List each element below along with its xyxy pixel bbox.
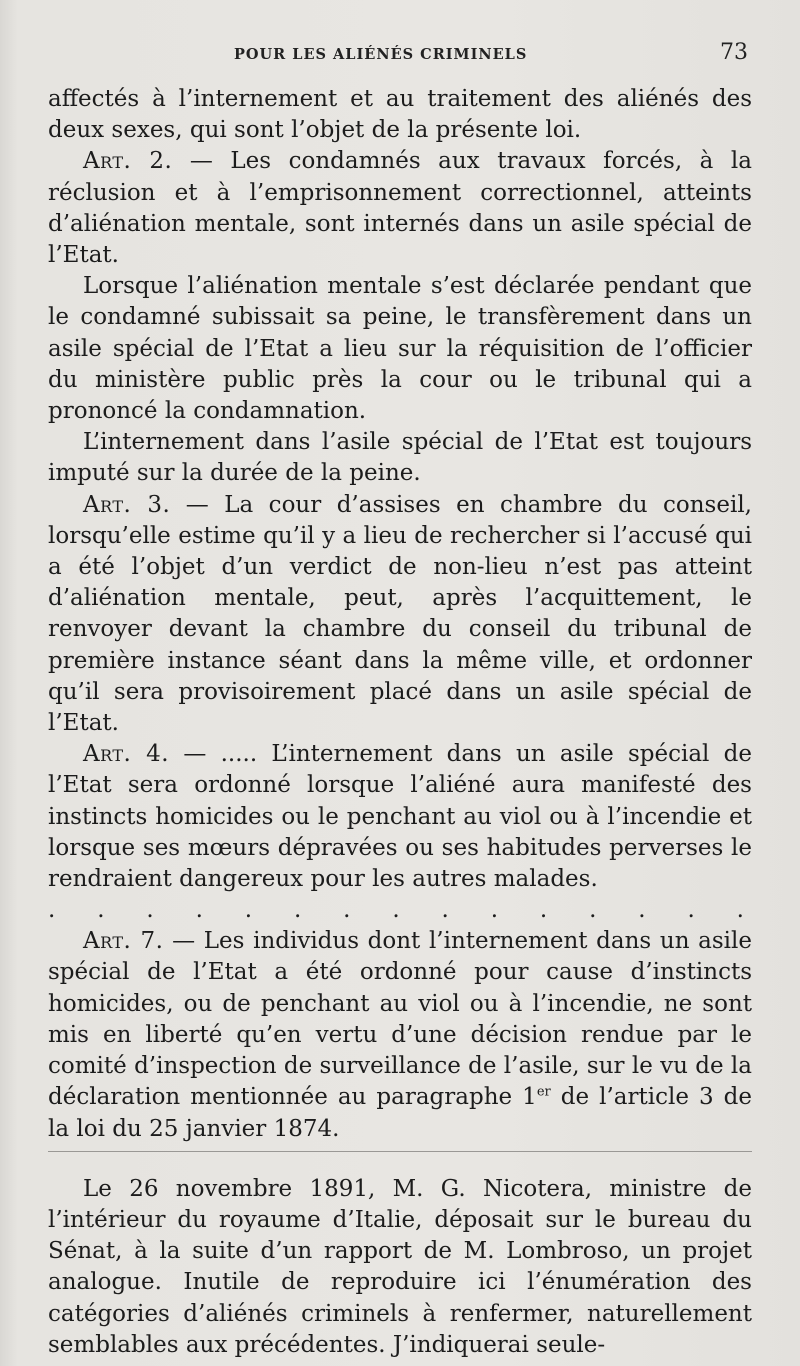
page-number: 73	[720, 40, 748, 65]
article-7	[48, 926, 752, 1144]
paragraph-italy-project: Le 26 novembre 1891, M. G. Nicotera, ministre de l’intérieur du royaume d’Italie, déposait sur le bureau du Sénat, à la suite d’un rapport de M. Lombroso, un projet analogue. Inutile de reproduire ici l’énumération des catégories d’aliénés criminels à renfermer, naturellement semblables aux précédentes. J’indiquerai seule-	[48, 1175, 752, 1358]
dot: .	[293, 897, 302, 924]
paragraph-continuation: affectés à l’internement et au traitement des aliénés des deux sexes, qui sont l’objet de la présente loi.	[48, 86, 752, 144]
dot: .	[48, 897, 56, 924]
dot: .	[638, 897, 646, 924]
dot: .	[589, 897, 597, 924]
dot: .	[195, 897, 203, 924]
paragraph-transfer: Lorsque l’aliénation mentale s’est déclarée pendant que le condamné subissait sa peine, le transfèrement dans un asile spécial de l’Etat a lieu sur la réquisition de l’officier du ministère public près la cour ou le tribunal qui a prononcé la condamnation.	[48, 273, 752, 425]
ellipsis-dots	[48, 895, 752, 926]
article-4-label: Art. 4.	[83, 741, 170, 768]
article-2-text: — Les condamnés aux travaux forcés, à la réclusion et à l’emprisonnement correctionnel, atteints d’aliénation mentale, sont internés dans un asile spécial de l’Etat.	[48, 148, 752, 269]
article-3	[48, 490, 752, 740]
dot: .	[687, 897, 695, 924]
dot: .	[441, 897, 449, 924]
page-header	[0, 40, 800, 74]
article-3-text: — La cour d’assises en chambre du conseil, lorsqu’elle estime qu’il y a lieu de rechercher si l’accusé qui a été l’objet d’un verdict de non-lieu n’est pas atteint d’aliénation mentale, peut, après l’acquittement, le renvoyer devant la chambre du conseil du tribunal de première instance séant dans la même ville, et ordonner qu’il sera provisoirement placé dans un asile spécial de l’Etat.	[48, 491, 752, 737]
dot: .	[244, 897, 253, 924]
dot: .	[392, 897, 400, 924]
dot: .	[539, 897, 548, 924]
paragraph-imputation: L’internement dans l’asile spécial de l’Etat est toujours imputé sur la durée de la peine.	[48, 429, 752, 487]
article-4	[48, 739, 752, 895]
article-4-text: — ..... L’internement dans un asile spécial de l’Etat sera ordonné lorsque l’aliéné aura manifesté des instincts homicides ou le penchant au viol ou à l’incendie et lorsque ses mœurs dépravées ou ses habitudes perverses le rendraient dangereux pour les autres malades.	[48, 741, 753, 893]
article-7-text: — Les individus dont l’internement dans un asile spécial de l’Etat a été ordonné pour cause d’instincts homicides, ou de penchant au viol ou à l’incendie, ne sont mis en liberté qu’en vertu d’une décision rendue par le comité d’inspection de surveillance de l’asile, sur le vu de la déclaration mentionnée au paragraphe 1	[48, 928, 752, 1111]
article-2-label: Art. 2.	[83, 148, 173, 175]
dot: .	[736, 897, 744, 924]
dot: .	[97, 897, 105, 924]
article-2	[48, 146, 752, 271]
running-head: POUR LES ALIÉNÉS CRIMINELS	[234, 46, 528, 63]
article-7-label: Art. 7.	[83, 928, 164, 955]
page-body	[48, 84, 752, 1361]
dot: .	[490, 897, 498, 924]
dot: .	[146, 897, 154, 924]
article-3-label: Art. 3.	[83, 491, 171, 518]
article-7-text-end: de l’article 3 de la loi du 25 janvier 1874.	[48, 1084, 753, 1142]
dot: .	[343, 897, 351, 924]
article-7-superscript: er	[536, 1084, 551, 1100]
section-divider	[48, 1151, 752, 1152]
